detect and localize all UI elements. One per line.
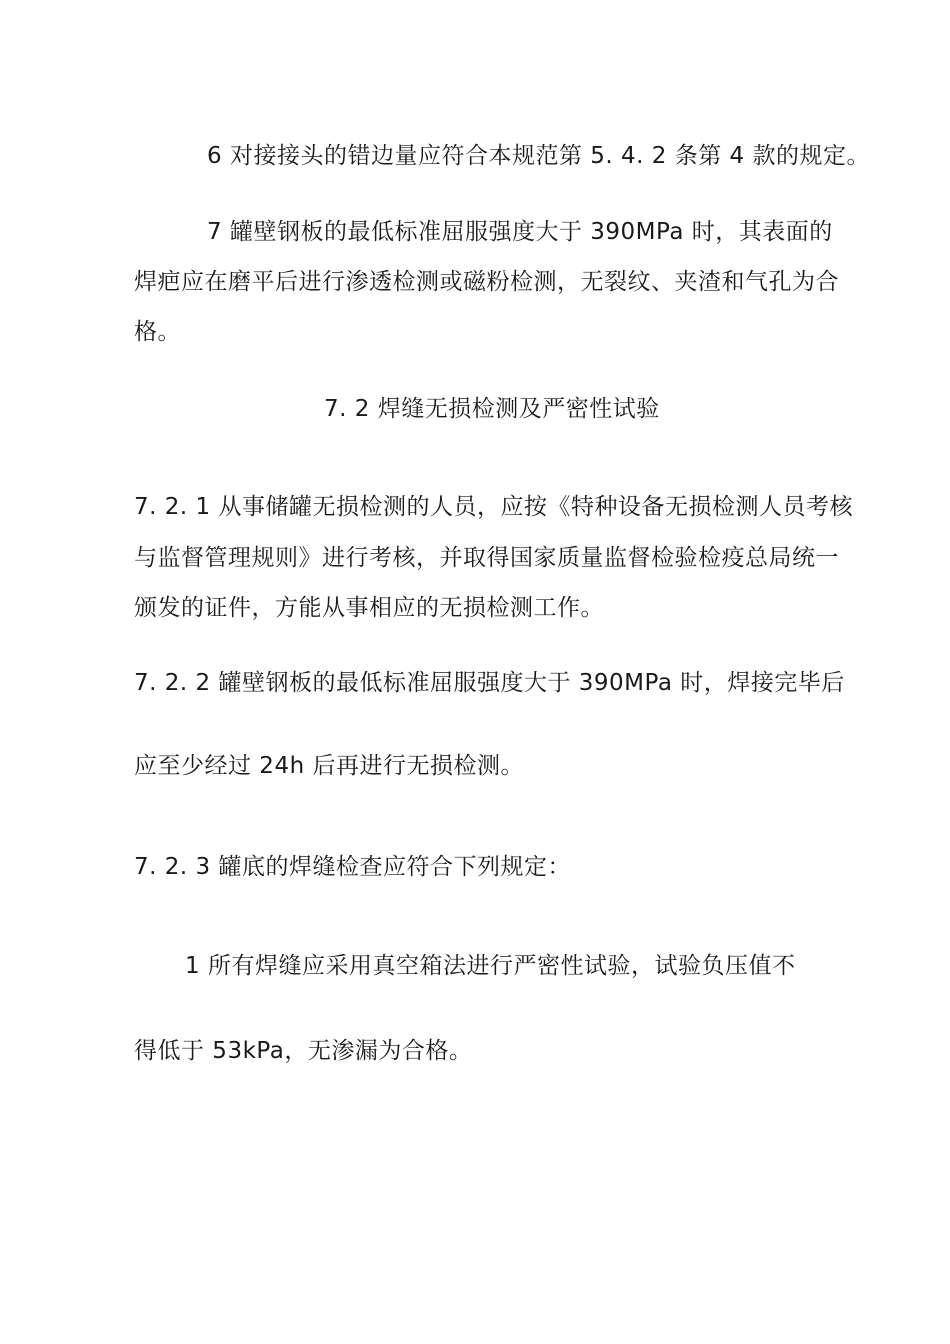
clause-7-2-2-line-1: 7. 2. 2 罐壁钢板的最低标准屈服强度大于 390MPa 时，焊接完毕后 (134, 670, 845, 696)
clause-7-line-3: 格。 (134, 319, 181, 345)
section-7-2-heading: 7. 2 焊缝无损检测及严密性试验 (324, 396, 660, 422)
clause-7-2-3-item-1-line-1: 1 所有焊缝应采用真空箱法进行严密性试验，试验负压值不 (185, 953, 796, 979)
clause-7-line-2: 焊疤应在磨平后进行渗透检测或磁粉检测，无裂纹、夹渣和气孔为合 (134, 269, 839, 295)
clause-7-2-3-text: 7. 2. 3 罐底的焊缝检查应符合下列规定： (134, 854, 571, 880)
clause-7-2-1-line-3: 颁发的证件，方能从事相应的无损检测工作。 (134, 595, 604, 621)
clause-7-line-1: 7 罐壁钢板的最低标准屈服强度大于 390MPa 时，其表面的 (207, 219, 833, 245)
clause-7-2-1-line-2: 与监督管理规则》进行考核，并取得国家质量监督检验检疫总局统一 (134, 545, 839, 571)
clause-6-text: 6 对接接头的错边量应符合本规范第 5. 4. 2 条第 4 款的规定。 (207, 143, 870, 169)
clause-7-2-2-line-2: 应至少经过 24h 后再进行无损检测。 (134, 753, 524, 779)
clause-7-2-3-item-1-line-2: 得低于 53kPa，无渗漏为合格。 (134, 1038, 473, 1064)
clause-7-2-1-line-1: 7. 2. 1 从事储罐无损检测的人员，应按《特种设备无损检测人员考核 (134, 494, 853, 520)
